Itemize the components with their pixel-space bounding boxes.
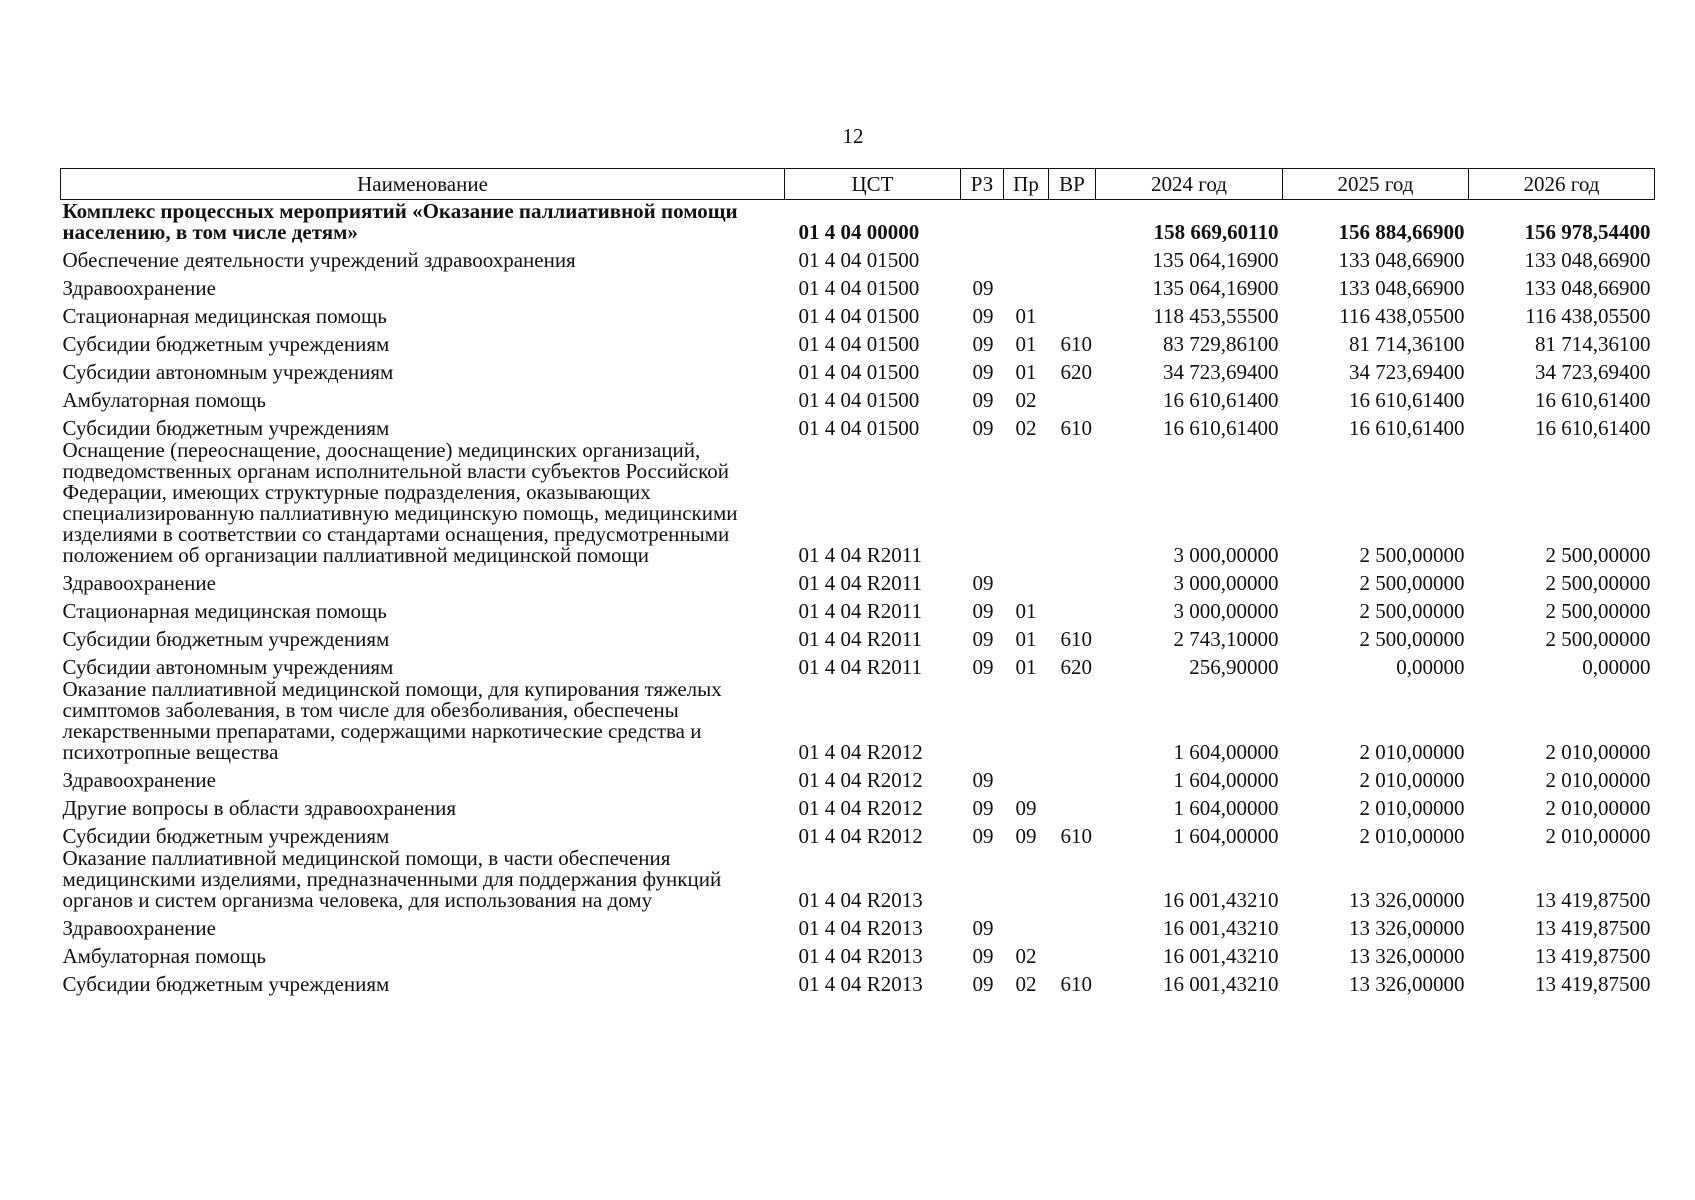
cell-y2024: 34 723,69400 <box>1163 360 1279 384</box>
cell-pr <box>1004 847 1049 911</box>
cell-rz <box>961 847 1004 911</box>
table-row <box>61 622 1655 650</box>
cell-y2025: 13 326,00000 <box>1349 944 1465 968</box>
cell-y2024: 256,90000 <box>1189 655 1279 679</box>
cell-rz <box>961 243 1004 271</box>
table-body <box>61 200 1655 996</box>
cell-y2025: 0,00000 <box>1396 655 1465 679</box>
cell-y2024: 1 604,00000 <box>1173 796 1279 820</box>
cell-rz: 09 <box>972 571 994 595</box>
cell-rz: 09 <box>972 796 994 820</box>
cell-name: Здравоохранение <box>62 571 216 595</box>
cell-cst: 01 4 04 R2011 <box>798 571 922 595</box>
cell-rz: 09 <box>972 360 994 384</box>
cell-y2025: 2 010,00000 <box>1359 796 1465 820</box>
cell-rz: 09 <box>972 416 994 440</box>
cell-rz <box>961 439 1004 566</box>
cell-y2024: 3 000,00000 <box>1173 571 1279 595</box>
cell-pr: 01 <box>1015 599 1037 623</box>
cell-y2025: 34 723,69400 <box>1349 360 1465 384</box>
cell-cst: 01 4 04 R2013 <box>798 888 923 912</box>
cell-vr <box>1049 439 1096 566</box>
cell-y2026: 2 500,00000 <box>1545 571 1651 595</box>
cell-vr <box>1049 271 1096 299</box>
cell-vr <box>1049 763 1096 791</box>
cell-y2026: 2 010,00000 <box>1545 824 1651 848</box>
cell-cst: 01 4 04 01500 <box>798 388 920 412</box>
cell-name: Стационарная медицинская помощь <box>62 304 387 328</box>
cell-cst: 01 4 04 01500 <box>798 416 920 440</box>
cell-vr: 610 <box>1060 627 1092 651</box>
cell-y2024: 158 669,60110 <box>1153 220 1279 244</box>
cell-name: Амбулаторная помощь <box>62 944 266 968</box>
cell-pr: 09 <box>1015 796 1037 820</box>
cell-y2024: 16 001,43210 <box>1163 916 1279 940</box>
cell-y2024: 16 001,43210 <box>1163 888 1279 912</box>
cell-vr <box>1049 791 1096 819</box>
cell-y2024: 118 453,55500 <box>1153 304 1279 328</box>
cell-rz: 09 <box>972 388 994 412</box>
cell-name: Субсидии автономным учреждениям <box>62 655 394 679</box>
cell-y2025: 133 048,66900 <box>1338 276 1465 300</box>
cell-cst: 01 4 04 01500 <box>798 276 920 300</box>
table-row <box>61 763 1655 791</box>
cell-y2025: 156 884,66900 <box>1338 220 1465 244</box>
cell-pr: 02 <box>1015 944 1037 968</box>
cell-y2026: 2 010,00000 <box>1545 796 1651 820</box>
cell-y2024: 16 001,43210 <box>1163 944 1279 968</box>
cell-cst: 01 4 04 R2012 <box>798 824 923 848</box>
cell-y2024: 1 604,00000 <box>1173 824 1279 848</box>
cell-vr <box>1049 911 1096 939</box>
cell-pr: 09 <box>1015 824 1037 848</box>
table-row <box>61 678 1655 763</box>
cell-name: Здравоохранение <box>62 276 216 300</box>
cell-name: Амбулаторная помощь <box>62 388 266 412</box>
cell-vr: 610 <box>1060 972 1092 996</box>
cell-y2025: 2 010,00000 <box>1359 824 1465 848</box>
header-name: Наименование <box>61 169 785 200</box>
cell-y2024: 16 610,61400 <box>1163 416 1279 440</box>
cell-y2026: 16 610,61400 <box>1535 416 1651 440</box>
cell-y2026: 116 438,05500 <box>1525 304 1651 328</box>
cell-rz: 09 <box>972 768 994 792</box>
cell-pr: 01 <box>1015 332 1037 356</box>
cell-rz <box>961 200 1004 244</box>
cell-y2025: 2 500,00000 <box>1359 543 1465 567</box>
cell-y2024: 3 000,00000 <box>1173 543 1279 567</box>
table-row <box>61 650 1655 678</box>
cell-y2025: 13 326,00000 <box>1349 888 1465 912</box>
cell-cst: 01 4 04 R2012 <box>798 768 923 792</box>
table-row <box>61 939 1655 967</box>
cell-cst: 01 4 04 01500 <box>798 360 920 384</box>
cell-y2025: 81 714,36100 <box>1349 332 1465 356</box>
cell-y2026: 13 419,87500 <box>1535 888 1651 912</box>
cell-pr: 02 <box>1015 388 1037 412</box>
cell-cst: 01 4 04 R2013 <box>798 944 923 968</box>
header-vr: ВР <box>1049 169 1096 200</box>
cell-y2025: 16 610,61400 <box>1349 416 1465 440</box>
cell-vr: 610 <box>1060 332 1092 356</box>
cell-cst: 01 4 04 01500 <box>798 304 920 328</box>
cell-rz: 09 <box>972 824 994 848</box>
cell-rz: 09 <box>972 655 994 679</box>
cell-y2025: 2 010,00000 <box>1359 768 1465 792</box>
cell-name: Субсидии автономным учреждениям <box>62 360 394 384</box>
header-cst: ЦСТ <box>785 169 961 200</box>
cell-y2026: 13 419,87500 <box>1535 916 1651 940</box>
cell-y2024: 1 604,00000 <box>1173 768 1279 792</box>
cell-y2024: 135 064,16900 <box>1152 248 1279 272</box>
cell-y2025: 13 326,00000 <box>1349 916 1465 940</box>
cell-vr <box>1049 383 1096 411</box>
cell-pr <box>1004 271 1049 299</box>
cell-y2026: 2 500,00000 <box>1545 627 1651 651</box>
cell-rz <box>961 678 1004 763</box>
page-number: 12 <box>842 124 864 148</box>
table-row <box>61 594 1655 622</box>
cell-y2024: 1 604,00000 <box>1173 740 1279 764</box>
table-row <box>61 383 1655 411</box>
cell-pr <box>1004 911 1049 939</box>
table-row <box>61 411 1655 439</box>
table-row <box>61 243 1655 271</box>
cell-vr: 620 <box>1060 655 1092 679</box>
cell-vr <box>1049 200 1096 244</box>
cell-y2025: 116 438,05500 <box>1339 304 1465 328</box>
cell-cst: 01 4 04 R2013 <box>798 972 923 996</box>
cell-vr <box>1049 566 1096 594</box>
budget-table <box>60 168 1655 995</box>
cell-y2026: 81 714,36100 <box>1535 332 1651 356</box>
cell-cst: 01 4 04 R2012 <box>798 796 923 820</box>
cell-y2026: 13 419,87500 <box>1535 944 1651 968</box>
cell-cst: 01 4 04 01500 <box>798 248 920 272</box>
cell-y2026: 13 419,87500 <box>1535 972 1651 996</box>
cell-pr: 01 <box>1015 627 1037 651</box>
cell-name: Здравоохранение <box>62 916 216 940</box>
cell-name: Оказание паллиативной медицинской помощи, для купирования тяжелых симптомов заболевания, в том числе для обезболивания, обеспечены лекарственными препаратами, содержащими наркотические средства и психотропные вещества <box>62 677 722 764</box>
cell-pr <box>1004 678 1049 763</box>
cell-name: Обеспечение деятельности учреждений здравоохранения <box>62 248 576 272</box>
header-year-2026: 2026 год <box>1469 169 1655 200</box>
cell-rz: 09 <box>972 304 994 328</box>
cell-name: Стационарная медицинская помощь <box>62 599 387 623</box>
cell-rz: 09 <box>972 627 994 651</box>
cell-name: Оказание паллиативной медицинской помощи, в части обеспечения медицинскими изделиями, предназначенными для поддержания функций органов и систем организма человека, для использования на дому <box>62 846 722 912</box>
cell-name: Оснащение (переоснащение, дооснащение) медицинских организаций, подведомственных органам исполнительной власти субъектов Российской Федерации, имеющих структурные подразделения, оказывающих специализированную паллиативную медицинскую помощь, медицинскими изделиями в соответствии со стандартами оснащения, предусмотренными положением об организации паллиативной медицинской помощи <box>62 438 738 567</box>
cell-y2025: 2 500,00000 <box>1359 627 1465 651</box>
cell-name: Субсидии бюджетным учреждениям <box>62 332 390 356</box>
cell-y2025: 2 500,00000 <box>1359 571 1465 595</box>
table-row <box>61 819 1655 847</box>
cell-vr <box>1049 847 1096 911</box>
cell-cst: 01 4 04 R2012 <box>798 740 923 764</box>
cell-name: Другие вопросы в области здравоохранения <box>62 796 456 820</box>
cell-pr: 02 <box>1015 972 1037 996</box>
cell-y2026: 2 500,00000 <box>1545 543 1651 567</box>
cell-rz: 09 <box>972 972 994 996</box>
cell-name: Здравоохранение <box>62 768 216 792</box>
cell-y2026: 16 610,61400 <box>1535 388 1651 412</box>
cell-cst: 01 4 04 R2011 <box>798 599 922 623</box>
cell-cst: 01 4 04 R2011 <box>798 543 922 567</box>
cell-y2024: 135 064,16900 <box>1152 276 1279 300</box>
cell-y2025: 2 010,00000 <box>1359 740 1465 764</box>
cell-y2026: 156 978,54400 <box>1524 220 1651 244</box>
cell-name: Субсидии бюджетным учреждениям <box>62 627 390 651</box>
table-row <box>61 566 1655 594</box>
cell-pr <box>1004 243 1049 271</box>
cell-pr <box>1004 200 1049 244</box>
cell-y2026: 133 048,66900 <box>1524 248 1651 272</box>
cell-vr: 620 <box>1060 360 1092 384</box>
cell-vr <box>1049 939 1096 967</box>
cell-y2025: 2 500,00000 <box>1359 599 1465 623</box>
cell-rz: 09 <box>972 916 994 940</box>
cell-name: Субсидии бюджетным учреждениям <box>62 416 390 440</box>
table-row <box>61 299 1655 327</box>
cell-pr: 01 <box>1015 304 1037 328</box>
cell-pr <box>1004 439 1049 566</box>
table-row <box>61 271 1655 299</box>
cell-y2026: 2 500,00000 <box>1545 599 1651 623</box>
table-row <box>61 911 1655 939</box>
cell-y2025: 13 326,00000 <box>1349 972 1465 996</box>
cell-cst: 01 4 04 R2011 <box>798 655 922 679</box>
header-rz: РЗ <box>961 169 1004 200</box>
cell-vr <box>1049 243 1096 271</box>
cell-y2024: 2 743,10000 <box>1173 627 1279 651</box>
cell-cst: 01 4 04 R2013 <box>798 916 923 940</box>
cell-cst: 01 4 04 R2011 <box>798 627 922 651</box>
table-row <box>61 967 1655 995</box>
cell-y2026: 2 010,00000 <box>1545 740 1651 764</box>
table-row <box>61 355 1655 383</box>
cell-cst: 01 4 04 01500 <box>798 332 920 356</box>
table-row <box>61 327 1655 355</box>
cell-vr <box>1049 299 1096 327</box>
header-year-2025: 2025 год <box>1283 169 1469 200</box>
cell-name: Субсидии бюджетным учреждениям <box>62 824 390 848</box>
cell-vr <box>1049 594 1096 622</box>
cell-y2024: 16 610,61400 <box>1163 388 1279 412</box>
cell-rz: 09 <box>972 276 994 300</box>
cell-y2026: 34 723,69400 <box>1535 360 1651 384</box>
cell-y2026: 0,00000 <box>1582 655 1651 679</box>
cell-y2025: 133 048,66900 <box>1338 248 1465 272</box>
cell-y2026: 2 010,00000 <box>1545 768 1651 792</box>
cell-vr <box>1049 678 1096 763</box>
cell-rz: 09 <box>972 332 994 356</box>
cell-y2024: 16 001,43210 <box>1163 972 1279 996</box>
table-row <box>61 847 1655 911</box>
cell-pr: 01 <box>1015 655 1037 679</box>
cell-pr <box>1004 763 1049 791</box>
header-year-2024: 2024 год <box>1096 169 1283 200</box>
cell-y2024: 83 729,86100 <box>1163 332 1279 356</box>
cell-y2026: 133 048,66900 <box>1524 276 1651 300</box>
table-row <box>61 791 1655 819</box>
cell-y2025: 16 610,61400 <box>1349 388 1465 412</box>
cell-name: Субсидии бюджетным учреждениям <box>62 972 390 996</box>
table-row <box>61 200 1655 244</box>
cell-vr: 610 <box>1060 416 1092 440</box>
cell-pr: 01 <box>1015 360 1037 384</box>
cell-y2024: 3 000,00000 <box>1173 599 1279 623</box>
table-row <box>61 439 1655 566</box>
table-header-row <box>61 169 1655 200</box>
header-pr: Пр <box>1004 169 1049 200</box>
cell-cst: 01 4 04 00000 <box>798 220 920 244</box>
cell-pr: 02 <box>1015 416 1037 440</box>
cell-rz: 09 <box>972 944 994 968</box>
cell-rz: 09 <box>972 599 994 623</box>
cell-name: Комплекс процессных мероприятий «Оказание паллиативной помощи населению, в том числе детям» <box>62 199 738 244</box>
cell-pr <box>1004 566 1049 594</box>
cell-vr: 610 <box>1060 824 1092 848</box>
